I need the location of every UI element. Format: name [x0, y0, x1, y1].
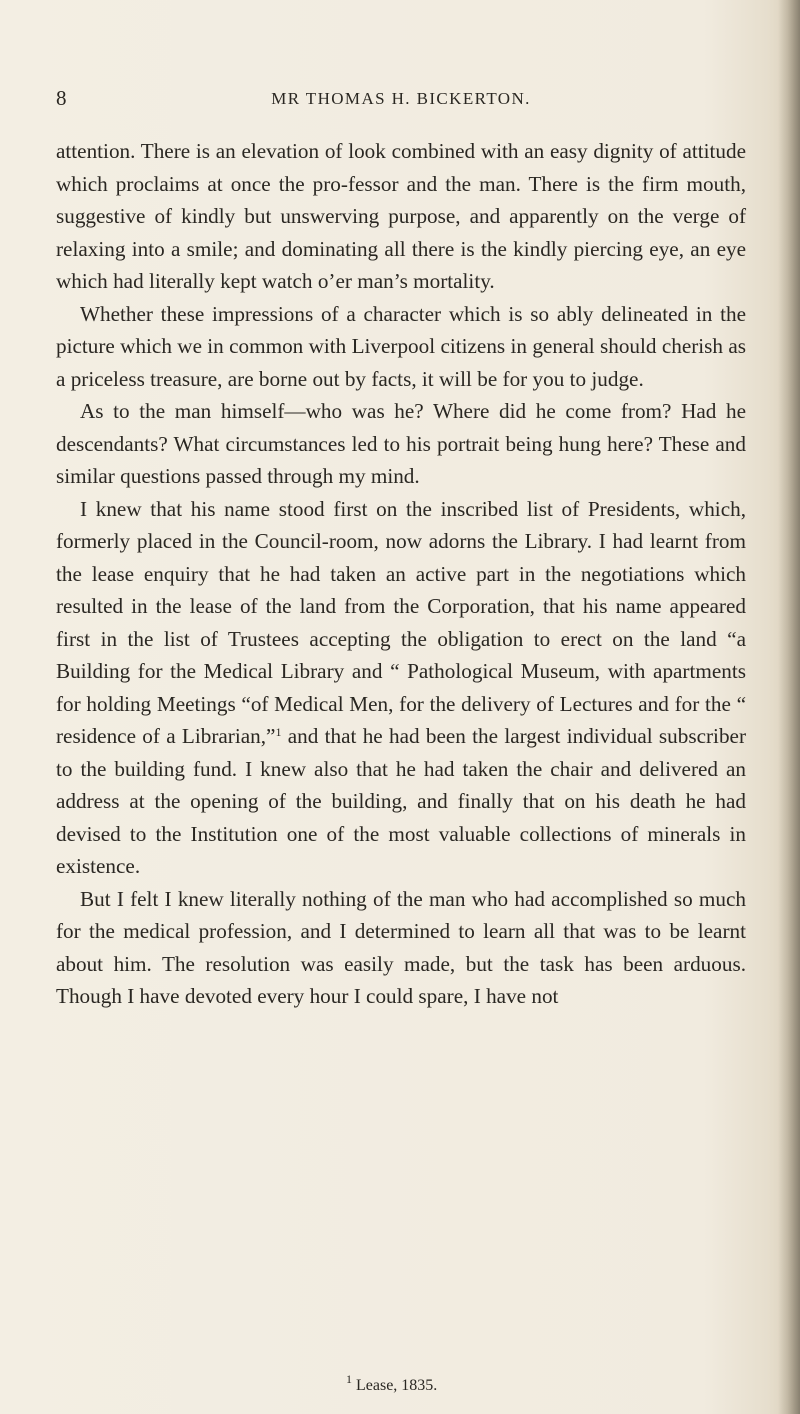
paragraph-4-text-after-note: and that he had been the largest individual subscriber to the building fund. I knew also that he had taken the chair and delivered an address at the opening of the building, and finally that on his death he had devised to the Institution one of the most valuable collections of minerals in existence. [56, 724, 746, 878]
page-number: 8 [56, 86, 67, 110]
footnote [346, 1372, 438, 1397]
paragraph-4 [56, 493, 746, 883]
footnote-text: Lease, 1835. [352, 1377, 438, 1394]
paragraph-3: As to the man himself—who was he? Where did he come from? Had he descendants? What circumstances led to his portrait being hung here? These and similar questions passed through my mind. [56, 399, 746, 488]
paragraph-5: But I felt I knew literally nothing of the man who had accomplished so much for the medical profession, and I determined to learn all that was to be learnt about him. The resolution was easily made, but the task has been arduous. Though I have devoted every hour I could spare, I have not [56, 886, 746, 1008]
page-edge-shadow [778, 0, 800, 1414]
running-head: MR THOMAS H. BICKERTON. [271, 89, 531, 108]
footnote-marker: 1 [346, 1372, 352, 1386]
footnote-reference: 1 [275, 725, 282, 739]
body-text [56, 135, 746, 1013]
paragraph-2: Whether these impressions of a character which is so ably delineated in the picture which we in common with Liverpool citizens in general should cherish as a priceless treasure, are borne out by facts, it will be for you to judge. [56, 301, 746, 391]
paragraph-4-text-before-note: I knew that his name stood first on the inscribed list of Presidents, which, formerly placed in the Council-room, now adorns the Library. I had learnt from the lease enquiry that he had taken an active part in the negotiations which resulted in the lease of the land from the Corporation, that his name appeared first in the list of Trustees accepting the obligation to erect on the land “a Building for the Medical Library and “ Pathological Museum, with apartments for holding Meetings “of Medical Men, for the delivery of Lectures and for the “ residence of a Librarian,” [56, 496, 746, 748]
paragraph-1: attention. There is an elevation of look combined with an easy dignity of attitude which proclaims at once the pro-fessor and the man. There is the firm mouth, suggestive of kindly but unswerving purpose, and apparently on the verge of relaxing into a smile; and dominating all there is the kindly piercing eye, an eye which had literally kept watch o’er man’s mortality. [56, 139, 746, 293]
page-header [56, 83, 746, 115]
